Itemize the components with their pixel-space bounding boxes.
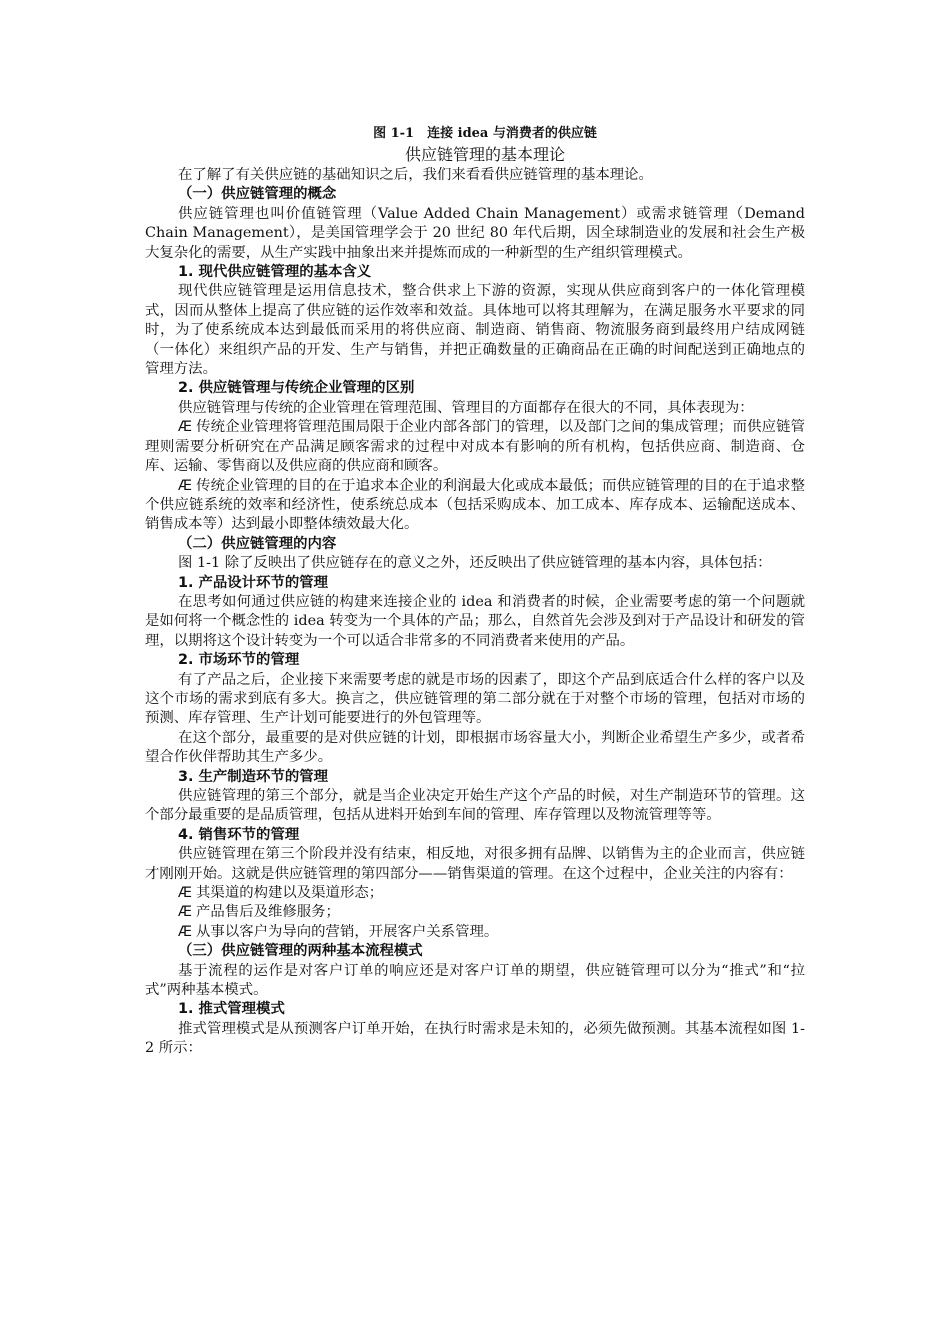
body-paragraph: 图 1-1 除了反映出了供应链存在的意义之外，还反映出了供应链管理的基本内容，具体包括： xyxy=(178,555,772,572)
body-paragraph: 有了产品之后，企业接下来需要考虑的就是市场的因素了，即这个产品到底适合什么样的客户以及这个市场的需求到底有多大。换言之，供应链管理的第二部分就在于对整个市场的管理，包括对市场的预测、库存管理、生产计划可能要进行的外包管理等。 xyxy=(145,671,805,727)
bullet-text: 产品售后及维修服务； xyxy=(196,904,340,921)
bullet-text: 传统企业管理将管理范围局限于企业内部各部门的管理，以及部门之间的集成管理；而供应链管理则需要分析研究在产品满足顾客需求的过程中对成本有影响的所有机构，包括供应商、制造商、仓库、运输、零售商以及供应商的供应商和顾客。 xyxy=(145,419,805,475)
subsection-heading: 3. 生产制造环节的管理 xyxy=(178,768,329,785)
body-paragraph: 基于流程的运作是对客户订单的响应还是对客户订单的期望，供应链管理可以分为“推式”和“拉式”两种基本模式。 xyxy=(145,962,805,999)
bullet-mark-icon: Æ xyxy=(178,904,193,921)
bullet-mark-icon: Æ xyxy=(178,885,193,902)
section-heading: （二）供应链管理的内容 xyxy=(178,535,337,552)
section-heading: （三）供应链管理的两种基本流程模式 xyxy=(178,943,423,960)
bullet-paragraph xyxy=(145,923,805,942)
bullet-text: 传统企业管理的目的在于追求本企业的利润最大化或成本最低；而供应链管理的目的在于追求整个供应链系统的效率和经济性，使系统总成本（包括采购成本、加工成本、库存成本、运输配送成本、销售成本等）达到最小即整体绩效最大化。 xyxy=(145,477,805,533)
section-title: 供应链管理的基本理论 xyxy=(404,145,565,164)
subsection-heading: 1. 产品设计环节的管理 xyxy=(178,574,329,591)
subsection-heading: 2. 供应链管理与传统企业管理的区别 xyxy=(178,380,415,397)
bullet-text: 从事以客户为导向的营销，开展客户关系管理。 xyxy=(196,923,499,940)
body-paragraph: 在思考如何通过供应链的构建来连接企业的 idea 和消费者的时候，企业需要考虑的第一个问题就是如何将一个概念性的 idea 转变为一个具体的产品；那么，自然首先会涉及到对于产品设计和研发的管理，以期将这个设计转变为一个可以适合非常多的不同消费者来使用的产品。 xyxy=(145,593,805,649)
document-body xyxy=(145,124,805,1059)
body-paragraph: 推式管理模式是从预测客户订单开始，在执行时需求是未知的，必须先做预测。其基本流程如图 1-2 所示： xyxy=(145,1020,805,1057)
bullet-mark-icon: Æ xyxy=(178,419,193,436)
body-paragraph: 供应链管理也叫价值链管理（Value Added Chain Management）或需求链管理（Demand Chain Management），是美国管理学会于 20 世纪 80 年代后期，因全球制造业的发展和社会生产极大复杂化的需要，从生产实践中抽象出来并提炼而成的一种新型的生产组织管理模式。 xyxy=(145,205,805,261)
figure-caption: 图 1-1 连接 idea 与消费者的供应链 xyxy=(373,126,597,141)
paragraph-list xyxy=(145,166,805,1059)
body-paragraph: 供应链管理与传统的企业管理在管理范围、管理目的方面都存在很大的不同，具体表现为： xyxy=(178,399,754,416)
bullet-mark-icon: Æ xyxy=(178,923,193,940)
bullet-paragraph xyxy=(145,477,805,535)
subsection-heading: 1. 推式管理模式 xyxy=(178,1001,285,1018)
bullet-paragraph xyxy=(145,903,805,922)
body-paragraph: 在这个部分，最重要的是对供应链的计划，即根据市场容量大小，判断企业希望生产多少，或者希望合作伙伴帮助其生产多少。 xyxy=(145,729,805,766)
subsection-heading: 1. 现代供应链管理的基本含义 xyxy=(178,264,372,281)
body-paragraph: 现代供应链管理是运用信息技术，整合供求上下游的资源，实现从供应商到客户的一体化管理模式，因而从整体上提高了供应链的运作效率和效益。具体地可以将其理解为，在满足服务水平要求的同时，为了使系统成本达到最低而采用的将供应商、制造商、销售商、物流服务商到最终用户结成网链（一体化）来组织产品的开发、生产与销售，并把正确数量的正确商品在正确的时间配送到正确地点的管理方法。 xyxy=(145,283,805,378)
section-heading: （一）供应链管理的概念 xyxy=(178,186,337,203)
subsection-heading: 4. 销售环节的管理 xyxy=(178,826,300,843)
subsection-heading: 2. 市场环节的管理 xyxy=(178,652,300,669)
bullet-paragraph xyxy=(145,418,805,476)
bullet-mark-icon: Æ xyxy=(178,477,193,494)
bullet-paragraph xyxy=(145,884,805,903)
body-paragraph: 在了解了有关供应链的基础知识之后，我们来看看供应链管理的基本理论。 xyxy=(178,167,653,183)
body-paragraph: 供应链管理在第三个阶段并没有结束，相反地，对很多拥有品牌、以销售为主的企业而言，供应链才刚刚开始。这就是供应链管理的第四部分——销售渠道的管理。在这个过程中，企业关注的内容有： xyxy=(145,846,805,882)
body-paragraph: 供应链管理的第三个部分，就是当企业决定开始生产这个产品的时候，对生产制造环节的管理。这个部分最重要的是品质管理，包括从进料开始到车间的管理、库存管理以及物流管理等等。 xyxy=(145,788,805,824)
bullet-text: 其渠道的构建以及渠道形态； xyxy=(196,885,384,902)
